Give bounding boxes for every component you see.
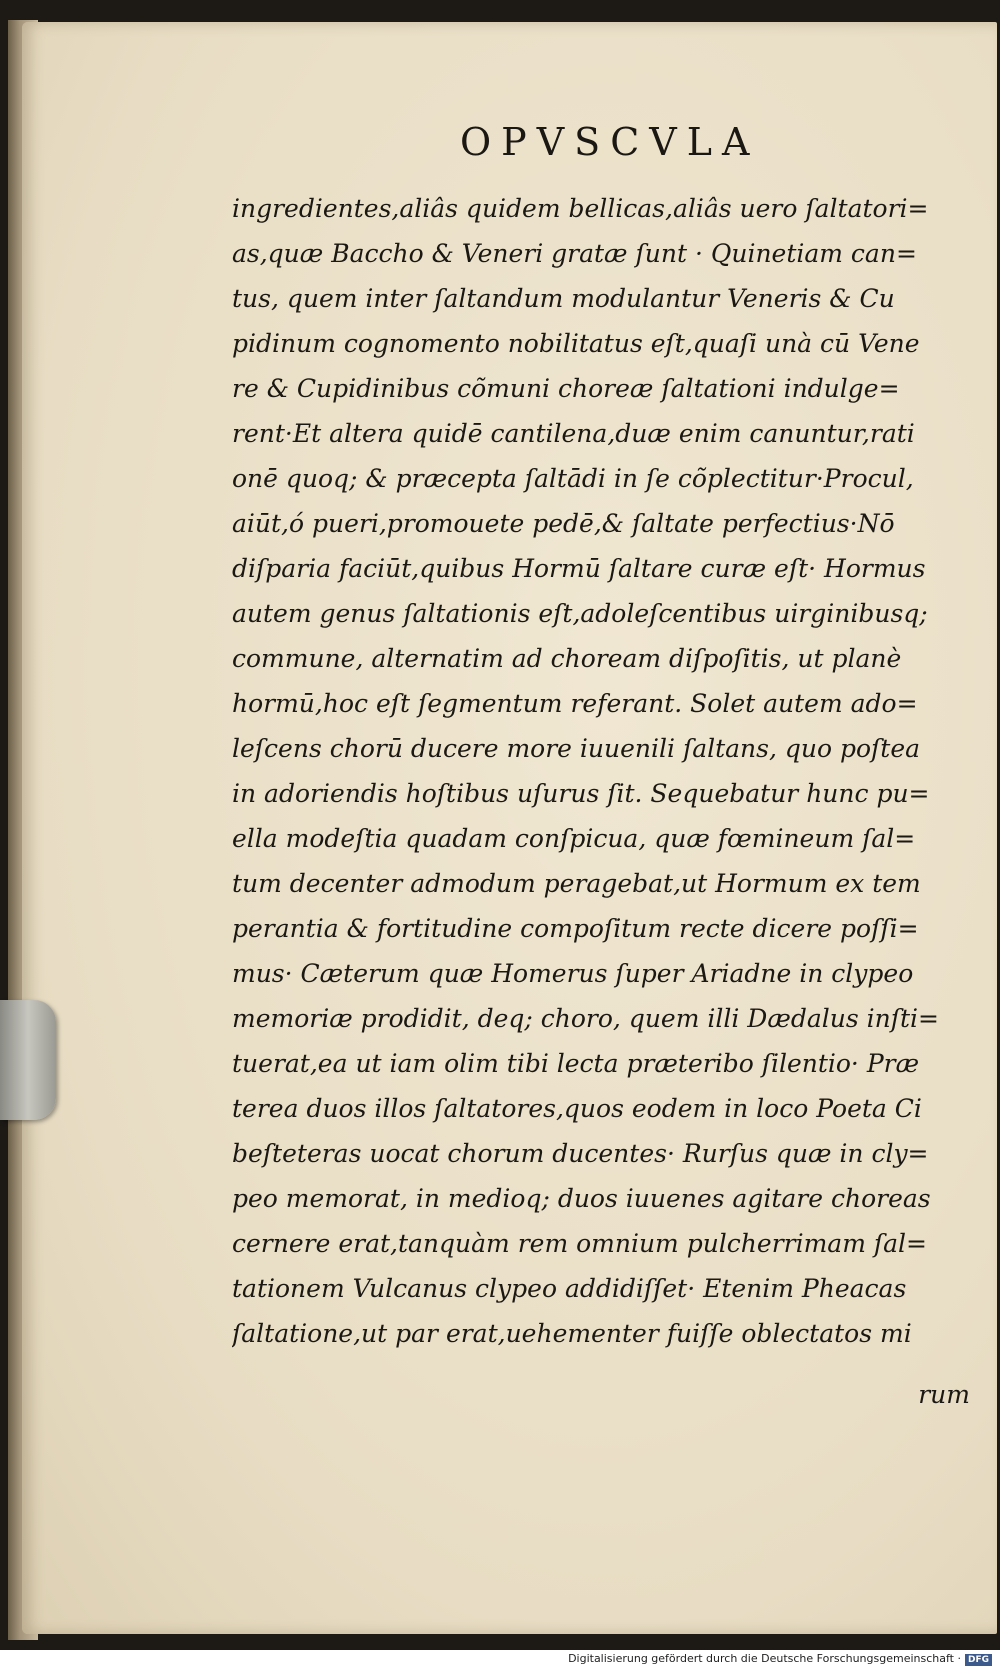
text-line: as,quæ Baccho & Veneri gratæ ſunt · Quinetiam can= xyxy=(232,239,917,268)
text-line: perantia & fortitudine compoſitum recte dicere poſſi= xyxy=(232,914,919,943)
running-head: OPVSCVLA xyxy=(460,120,760,164)
text-line: mus· Cæterum quæ Homerus ſuper Ariadne in clypeo xyxy=(232,959,914,988)
text-line: commune, alternatim ad choream diſpoſitis, ut planè xyxy=(232,644,902,673)
book-clasp xyxy=(0,1000,56,1120)
text-line: ella modeſtia quadam conſpicua, quæ fœmineum ſal= xyxy=(232,824,916,853)
text-line: cernere erat,tanquàm rem omnium pulcherrimam ſal= xyxy=(232,1229,927,1258)
body-text xyxy=(232,186,972,1356)
text-line: tus, quem inter ſaltandum modulantur Veneris & Cu xyxy=(232,284,895,313)
text-line: pidinum cognomento nobilitatus eſt,quaſi unà cū Vene xyxy=(232,329,920,358)
text-line: in adoriendis hoſtibus uſurus ſit. Sequebatur hunc pu= xyxy=(232,779,930,808)
text-line: tuerat,ea ut iam olim tibi lecta præteribo ſilentio· Præ xyxy=(232,1049,920,1078)
text-line: beſteteras uocat chorum ducentes· Rurſus quæ in cly= xyxy=(232,1139,929,1168)
text-line: ingredientes,aliâs quidem bellicas,aliâs uero ſaltatori= xyxy=(232,194,929,223)
digitization-credit xyxy=(568,1652,992,1666)
text-line: aiūt,ó pueri,promouete pedē,& ſaltate perfectius·Nō xyxy=(232,509,895,538)
dfg-logo-icon: DFG xyxy=(965,1654,992,1666)
text-line: hormū,hoc eſt ſegmentum referant. Solet autem ado= xyxy=(232,689,918,718)
text-line: peo memorat, in medioq; duos iuuenes agitare choreas xyxy=(232,1184,931,1213)
text-line: onē quoq; & præcepta ſaltādi in ſe cõplectitur·Procul, xyxy=(232,464,914,493)
text-line: re & Cupidinibus cõmuni choreæ ſaltationi indulge= xyxy=(232,374,900,403)
text-line: tationem Vulcanus clypeo addidiſſet· Etenim Pheacas xyxy=(232,1274,907,1303)
text-line: terea duos illos ſaltatores,quos eodem in loco Poeta Ci xyxy=(232,1094,922,1123)
text-line: rent·Et altera quidē cantilena,duæ enim canuntur,rati xyxy=(232,419,915,448)
catchword: rum xyxy=(918,1380,970,1409)
credit-text: Digitalisierung gefördert durch die Deutsche Forschungsgemeinschaft · xyxy=(568,1652,961,1665)
text-line: autem genus ſaltationis eſt,adoleſcentibus uirginibusq; xyxy=(232,599,928,628)
text-line: ſaltatione,ut par erat,uehementer fuiſſe oblectatos mi xyxy=(232,1319,912,1348)
text-line: tum decenter admodum peragebat,ut Hormum ex tem xyxy=(232,869,921,898)
text-line: leſcens chorū ducere more iuuenili ſaltans, quo poſtea xyxy=(232,734,921,763)
text-line: diſparia faciūt,quibus Hormū ſaltare curæ eſt· Hormus xyxy=(232,554,926,583)
text-line: memoriæ prodidit, deq; choro, quem illi Dædalus inſti= xyxy=(232,1004,939,1033)
footer-strip xyxy=(0,1650,1000,1670)
